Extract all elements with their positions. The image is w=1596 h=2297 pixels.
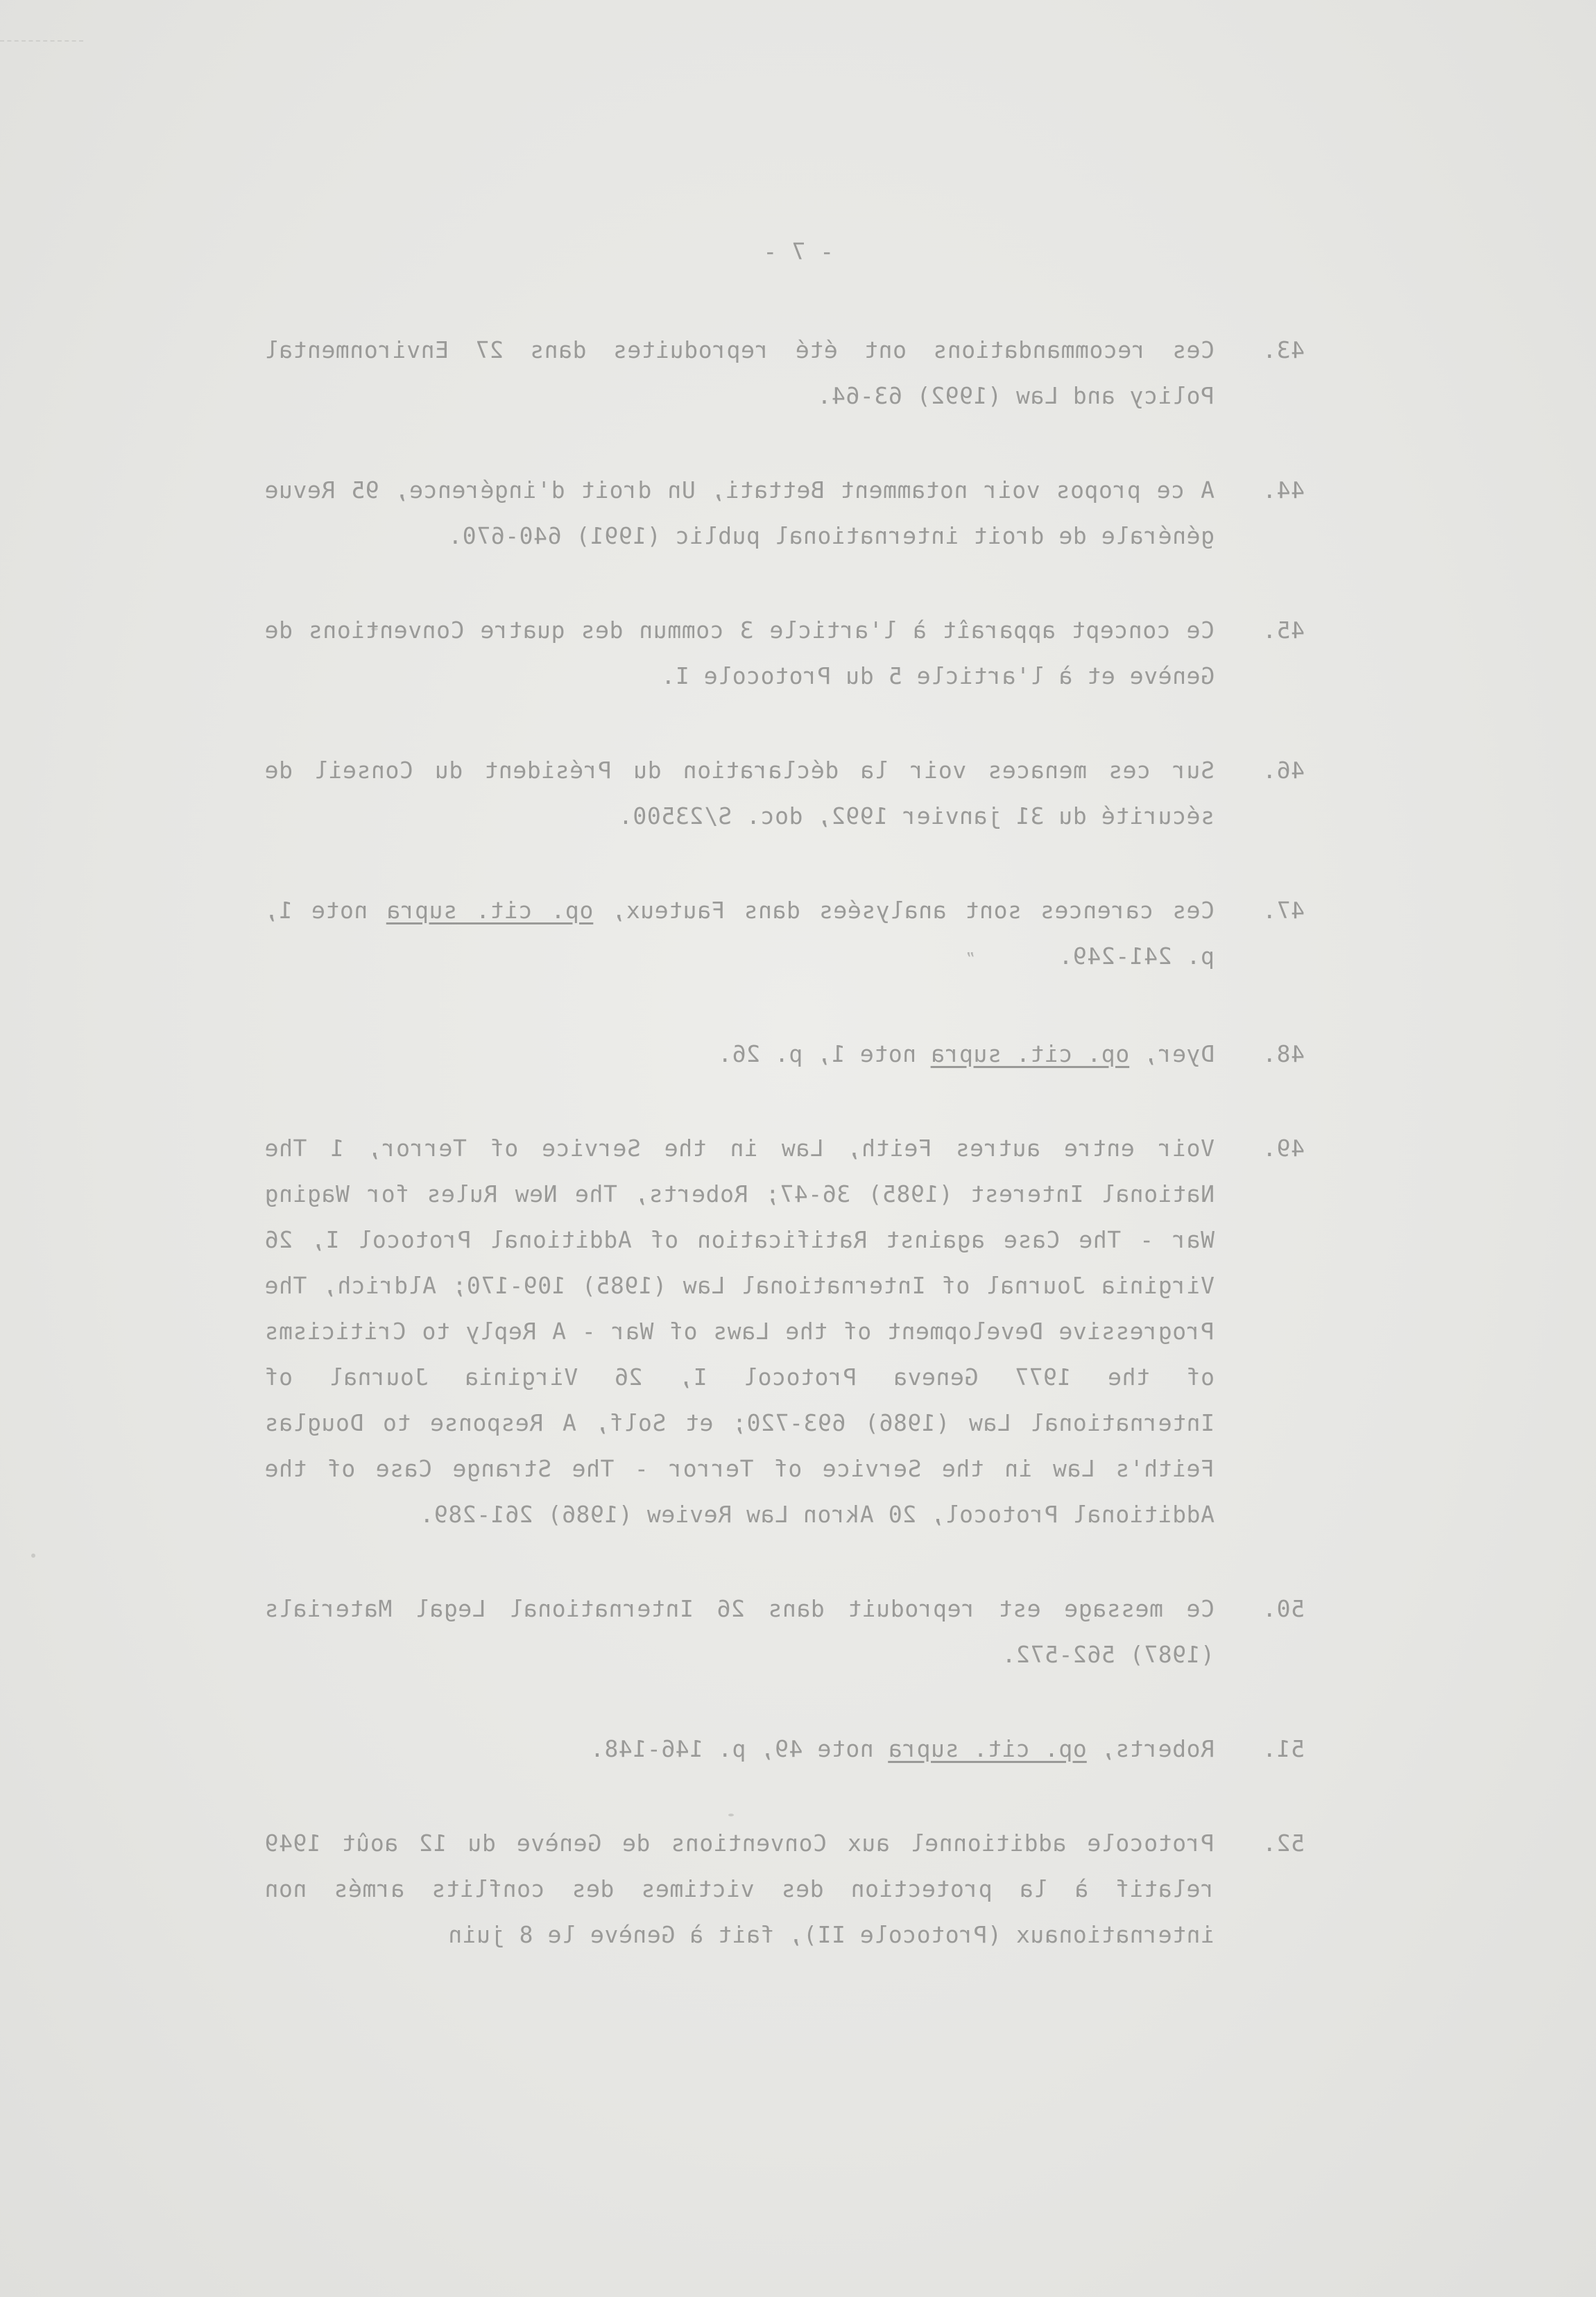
citation-reference: op. cit. supra: [386, 897, 594, 924]
footnote-text-start: Ces carences sont analysées dans Fauteux,: [593, 897, 1215, 924]
footnote-number: 45.: [1262, 617, 1305, 644]
footnote-49: [264, 1126, 1305, 1538]
citation-reference: op. cit. supra: [930, 1040, 1130, 1067]
footnote-text: [264, 1031, 1215, 1077]
footnote-48: [264, 1031, 1305, 1077]
footnote-number: 49.: [1262, 1135, 1305, 1162]
footnote-52: [264, 1821, 1305, 1958]
footnote-text-start: Dyer,: [1129, 1040, 1215, 1067]
footnote-51: [264, 1726, 1305, 1772]
footnote-45: [264, 608, 1305, 699]
footnote-number: 52.: [1262, 1830, 1305, 1857]
footnote-number: 51.: [1262, 1735, 1305, 1762]
footnote-number: 43.: [1262, 336, 1305, 363]
footnote-text: Ce concept apparaît à l'article 3 commun des quatre Conventions de Genève et à l'article 5 du Protocole I.: [264, 617, 1215, 689]
footnote-text: Ce message est reproduit dans 26 International Legal Materials (1987) 562-572.: [264, 1595, 1215, 1668]
footnote-43: [264, 327, 1305, 419]
footnotes-list: [264, 327, 1305, 2006]
footnote-text-end: note 1, p. 241-249.: [264, 897, 1215, 970]
footnote-text: [264, 888, 1215, 983]
footnote-text-end: note 1, p. 26.: [717, 1040, 931, 1067]
footnote-number: 48.: [1262, 1040, 1305, 1067]
footnote-number: 50.: [1262, 1595, 1305, 1622]
footnote-text: A ce propos voir notamment Bettati, Un droit d'ingérence, 95 Revue générale de droit international public (1991) 640-670.: [264, 476, 1215, 549]
footnote-number: 47.: [1262, 897, 1305, 924]
footnote-text-start: Roberts,: [1086, 1735, 1215, 1762]
page-number: - 7 -: [762, 238, 834, 265]
footnote-text: Sur ces menaces voir la déclaration du Président du Conseil de sécurité du 31 janvier 1992, doc. S/23500.: [264, 757, 1215, 829]
citation-reference: op. cit. supra: [888, 1735, 1087, 1762]
footnote-text: [264, 1726, 1215, 1772]
footnote-number: 46.: [1262, 757, 1305, 784]
footnote-text: Protocole additionnel aux Conventions de Genève du 12 août 1949 relatif à la protection des victimes des conflits armés non internationaux (Protocole II), fait à Genève le 8 juin: [264, 1830, 1215, 1948]
footnote-50: [264, 1586, 1305, 1678]
footnote-number: 44.: [1262, 476, 1305, 504]
footnote-46: [264, 748, 1305, 839]
footnote-text: Ces recommandations ont été reproduites dans 27 Environmental Policy and Law (1992) 63-64.: [264, 336, 1215, 409]
footnote-44: [264, 467, 1305, 559]
footnote-47: [264, 888, 1305, 983]
stray-mark: ”: [965, 951, 975, 968]
footnote-text-end: note 49, p. 146-148.: [590, 1735, 889, 1762]
footnote-text: Voir entre autres Feith, Law in the Service of Terror, 1 The National Interest (1985) 36-47; Roberts, The New Rules for Waging War - The Case against Ratification of Additional Protocol I, 26 Virginia Journal of International Law (1985) 109-170; Aldrich, The Progressive Development of the Laws of War - A Reply to Criticisms of the 1977 Geneva Protocol I, 26 Virginia Journal of International Law (1986) 693-720; et Solf, A Response to Douglas Feith's Law in the Service of Terror - The Strange Case of the Additional Protocol, 20 Akron Law Review (1986) 261-289.: [264, 1135, 1215, 1528]
